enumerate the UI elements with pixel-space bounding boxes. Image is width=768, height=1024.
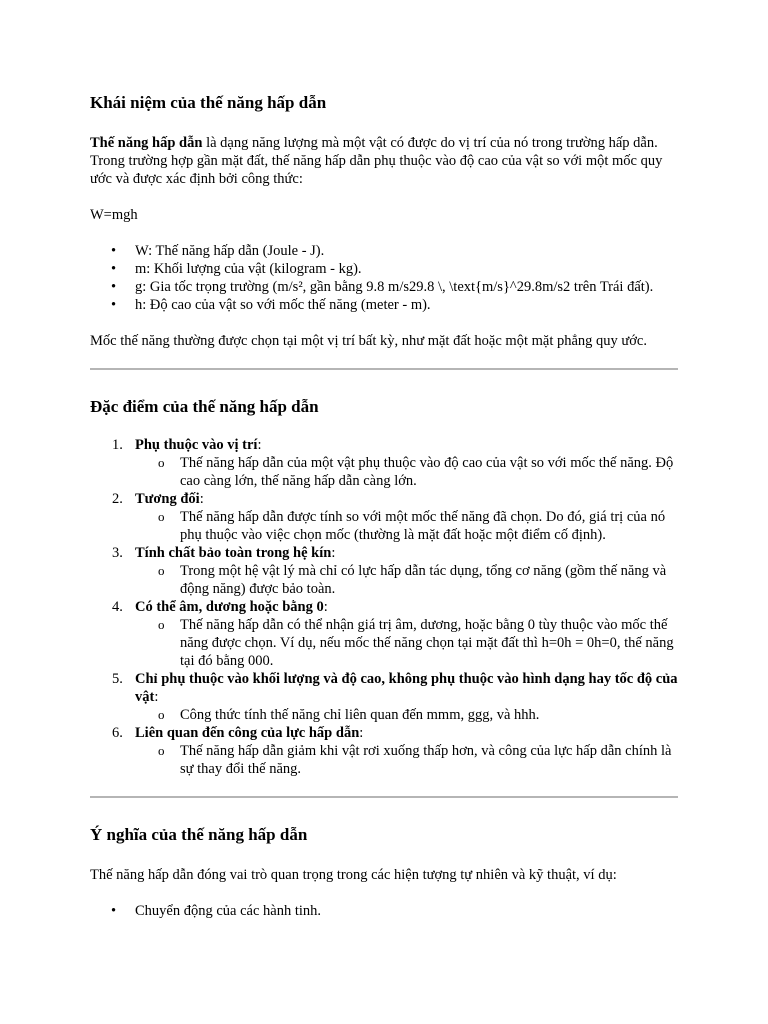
list-item: • W: Thế năng hấp dẫn (Joule - J). xyxy=(90,242,682,260)
concept-paragraph xyxy=(90,134,682,188)
list-item xyxy=(90,436,682,490)
characteristics-list xyxy=(90,436,682,778)
sub-list xyxy=(135,562,682,598)
list-item xyxy=(90,670,682,724)
item-colon: : xyxy=(257,437,262,453)
concept-text: là dạng năng lượng mà một vật có được do vị trí của nó trong trường hấp dẫn. Trong trường hợp gần mặt đất, thế năng hấp dẫn phụ thuộc vào độ cao của vật so với một mốc quy ước và được xác định bởi công thức: xyxy=(90,135,663,187)
list-item xyxy=(90,544,682,598)
item-title: Phụ thuộc vào vị trí xyxy=(135,437,258,453)
item-number: 4. xyxy=(112,599,123,615)
concept-term: Thế năng hấp dẫn xyxy=(90,135,203,151)
item-title: Tính chất bảo toàn trong hệ kín xyxy=(135,545,332,561)
item-colon: : xyxy=(154,689,159,705)
sub-list xyxy=(135,508,682,544)
list-item: • Chuyển động của các hành tinh. xyxy=(90,902,682,920)
sub-item: o Công thức tính thế năng chỉ liên quan đến mmm, ggg, và hhh. xyxy=(135,706,682,724)
list-item xyxy=(90,598,682,670)
item-colon: : xyxy=(199,491,204,507)
sub-item: o Thế năng hấp dẫn giảm khi vật rơi xuống thấp hơn, và công của lực hấp dẫn chính là sự thay đổi thế năng. xyxy=(135,742,682,778)
reference-note: Mốc thế năng thường được chọn tại một vị trí bất kỳ, như mặt đất hoặc một mặt phẳng quy ước. xyxy=(90,333,647,349)
item-title: Liên quan đến công của lực hấp dẫn xyxy=(135,725,360,741)
sub-item: o Thế năng hấp dẫn của một vật phụ thuộc vào độ cao của vật so với mốc thế năng. Độ cao càng lớn, thế năng hấp dẫn càng lớn. xyxy=(135,454,682,490)
sub-list xyxy=(135,616,682,670)
list-item: • h: Độ cao của vật so với mốc thế năng (meter - m). xyxy=(90,296,682,314)
divider xyxy=(90,796,678,798)
item-number: 1. xyxy=(112,437,123,453)
item-number: 2. xyxy=(112,491,123,507)
item-number: 3. xyxy=(112,545,123,561)
item-title: Chỉ phụ thuộc vào khối lượng và độ cao, không phụ thuộc vào hình dạng hay tốc độ của vật xyxy=(135,671,678,705)
significance-paragraph: Thế năng hấp dẫn đóng vai trò quan trọng trong các hiện tượng tự nhiên và kỹ thuật, ví dụ: xyxy=(90,867,617,883)
list-item xyxy=(90,724,682,778)
significance-list xyxy=(90,902,682,920)
sub-list xyxy=(135,706,682,724)
item-colon: : xyxy=(331,545,336,561)
list-item xyxy=(90,490,682,544)
definition-list xyxy=(90,242,682,314)
section-heading-concept: Khái niệm của thế năng hấp dẫn xyxy=(90,93,327,112)
sub-item: o Thế năng hấp dẫn có thể nhận giá trị âm, dương, hoặc bằng 0 tùy thuộc vào mốc thế năng được chọn. Ví dụ, nếu mốc thế năng chọn tại mặt đất thì h=0h = 0h=0, thế năng tại đó bằng 000. xyxy=(135,616,682,670)
sub-list xyxy=(135,742,682,778)
section-heading-characteristics: Đặc điểm của thế năng hấp dẫn xyxy=(90,397,319,416)
sub-item: o Thế năng hấp dẫn được tính so với một mốc thế năng đã chọn. Do đó, giá trị của nó phụ thuộc vào việc chọn mốc (thường là mặt đất hoặc một điểm cố định). xyxy=(135,508,682,544)
document-content xyxy=(90,92,682,920)
list-item: • m: Khối lượng của vật (kilogram - kg). xyxy=(90,260,682,278)
list-item: • g: Gia tốc trọng trường (m/s², gần bằng 9.8 m/s29.8 \, \text{m/s}^29.8m/s2 trên Trái đất). xyxy=(90,278,682,296)
formula: W=mgh xyxy=(90,207,138,223)
divider xyxy=(90,368,678,370)
item-number: 6. xyxy=(112,725,123,741)
item-title: Tương đối xyxy=(135,491,200,507)
section-heading-significance: Ý nghĩa của thế năng hấp dẫn xyxy=(90,825,308,844)
sub-list xyxy=(135,454,682,490)
item-colon: : xyxy=(323,599,328,615)
item-title: Có thể âm, dương hoặc bằng 0 xyxy=(135,599,324,615)
sub-item: o Trong một hệ vật lý mà chỉ có lực hấp dẫn tác dụng, tổng cơ năng (gồm thế năng và động năng) được bảo toàn. xyxy=(135,562,682,598)
item-number: 5. xyxy=(112,671,123,687)
item-colon: : xyxy=(359,725,364,741)
